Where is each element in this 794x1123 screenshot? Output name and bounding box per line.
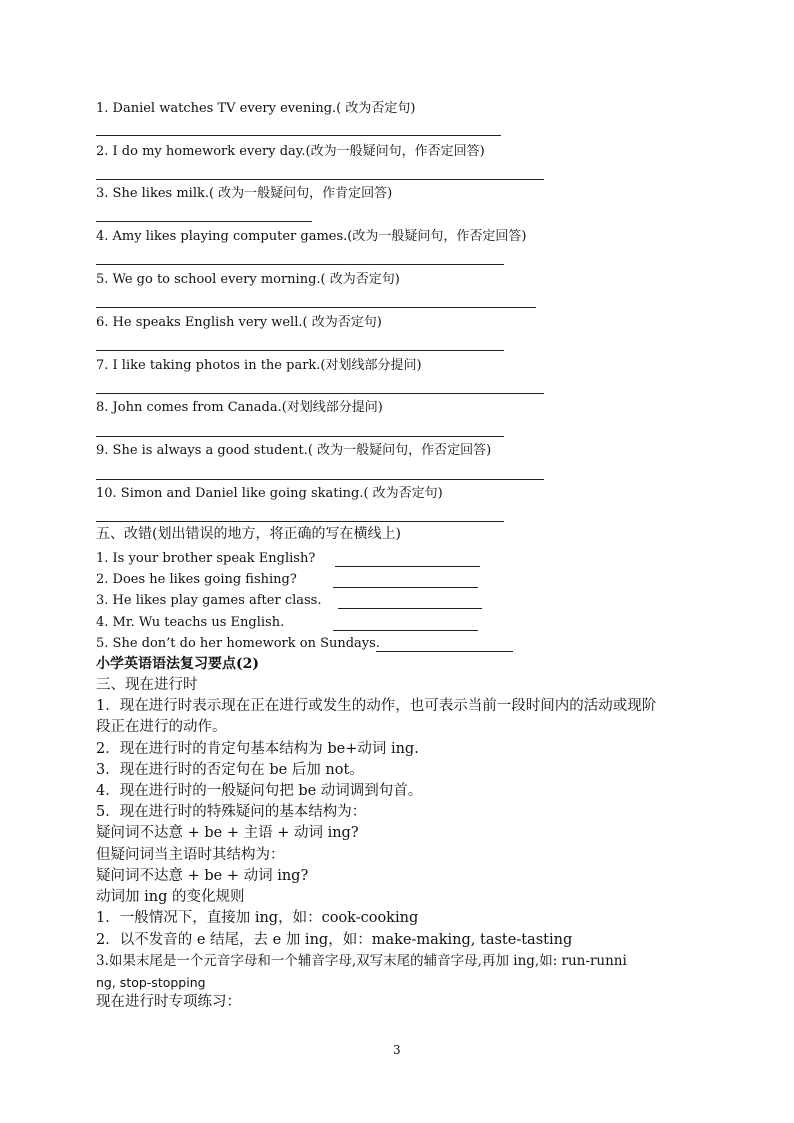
grammar-line-13: 3.如果末尾是一个元音字母和一个辅音字母,双写末尾的辅音字母,再加 ing,如: run-runni bbox=[96, 953, 627, 969]
error-item-4: 4. Mr. Wu teachs us English. bbox=[96, 615, 285, 630]
error-answer-line-5 bbox=[376, 651, 513, 652]
question-3: 3. She likes milk.( 改为一般疑问句，作肯定回答) bbox=[96, 186, 393, 201]
grammar-line-6: 5．现在进行时的特殊疑问的基本结构为： bbox=[96, 804, 367, 820]
question-2: 2. I do my homework every day.(改为一般疑问句，作否定回答) bbox=[96, 144, 485, 159]
answer-line-10 bbox=[96, 521, 504, 522]
error-item-5: 5. She don’t do her homework on Sundays. bbox=[96, 636, 380, 651]
question-5: 5. We go to school every morning.( 改为否定句) bbox=[96, 272, 400, 287]
error-answer-line-3 bbox=[338, 608, 482, 609]
section5-heading: 五、改错(划出错误的地方，将正确的写在横线上) bbox=[96, 526, 401, 542]
question-9: 9. She is always a good student.( 改为一般疑问句，作否定回答) bbox=[96, 443, 492, 458]
question-8: 8. John comes from Canada.(对划线部分提问) bbox=[96, 400, 383, 415]
error-answer-line-4 bbox=[333, 630, 478, 631]
grammar-section-heading: 三、现在进行时 bbox=[96, 677, 198, 693]
question-1: 1. Daniel watches TV every evening.( 改为否定句) bbox=[96, 101, 416, 116]
grammar-line-15: 现在进行时专项练习： bbox=[96, 994, 241, 1010]
grammar-line-4: 3．现在进行时的否定句在 be 后加 not。 bbox=[96, 762, 364, 778]
question-10: 10. Simon and Daniel like going skating.( 改为否定句) bbox=[96, 486, 443, 501]
answer-line-3 bbox=[96, 221, 312, 222]
page-number: 3 bbox=[393, 1043, 401, 1057]
question-4: 4. Amy likes playing computer games.(改为一般疑问句，作否定回答) bbox=[96, 229, 527, 244]
answer-line-7 bbox=[96, 393, 544, 394]
error-answer-line-2 bbox=[333, 587, 478, 588]
answer-line-9 bbox=[96, 479, 544, 480]
grammar-title: 小学英语语法复习要点(2) bbox=[96, 656, 259, 672]
grammar-line-2: 段正在进行的动作。 bbox=[96, 719, 227, 735]
grammar-line-9: 疑问词不达意 + be + 动词 ing? bbox=[96, 868, 309, 884]
error-answer-line-1 bbox=[335, 566, 480, 567]
error-item-3: 3. He likes play games after class. bbox=[96, 593, 322, 608]
grammar-line-10: 动词加 ing 的变化规则 bbox=[96, 889, 245, 905]
grammar-line-14: ng, stop-stopping bbox=[96, 975, 206, 990]
question-6: 6. He speaks English very well.( 改为否定句) bbox=[96, 315, 382, 330]
error-item-1: 1. Is your brother speak English? bbox=[96, 551, 316, 566]
answer-line-5 bbox=[96, 307, 536, 308]
grammar-line-12: 2．以不发音的 e 结尾，去 e 加 ing，如：make-making, taste-tasting bbox=[96, 932, 573, 948]
grammar-line-8: 但疑问词当主语时其结构为： bbox=[96, 847, 285, 863]
grammar-line-5: 4．现在进行时的一般疑问句把 be 动词调到句首。 bbox=[96, 783, 423, 799]
answer-line-2 bbox=[96, 179, 544, 180]
error-item-2: 2. Does he likes going fishing? bbox=[96, 572, 297, 587]
grammar-line-3: 2．现在进行时的肯定句基本结构为 be+动词 ing. bbox=[96, 741, 419, 757]
answer-line-4 bbox=[96, 264, 504, 265]
grammar-line-1: 1．现在进行时表示现在正在进行或发生的动作，也可表示当前一段时间内的活动或现阶 bbox=[96, 698, 657, 714]
question-7: 7. I like taking photos in the park.(对划线部分提问) bbox=[96, 358, 422, 373]
answer-line-1 bbox=[96, 135, 501, 136]
grammar-line-11: 1．一般情况下，直接加 ing，如：cook-cooking bbox=[96, 910, 419, 926]
answer-line-8 bbox=[96, 436, 504, 437]
answer-line-6 bbox=[96, 350, 504, 351]
grammar-line-7: 疑问词不达意 + be + 主语 + 动词 ing? bbox=[96, 825, 359, 841]
